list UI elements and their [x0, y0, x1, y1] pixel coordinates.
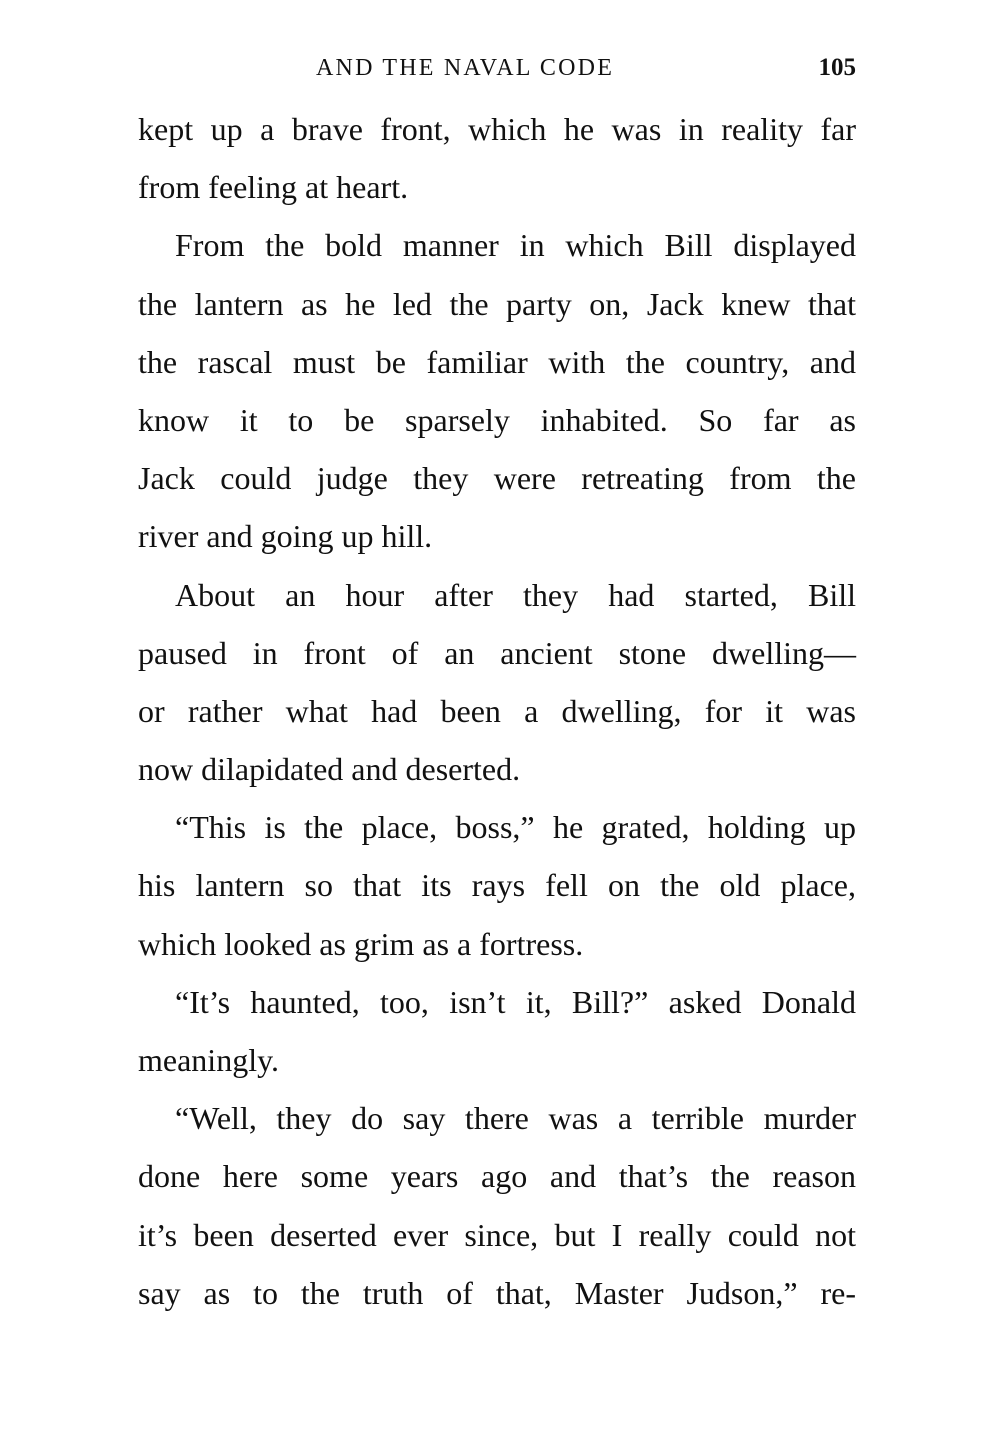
text-line: About an hour after they had started, Bill: [175, 576, 856, 613]
text-line: now dilapidated and deserted.: [138, 751, 521, 788]
text-line: it’s been deserted ever since, but I really could not: [138, 1216, 856, 1253]
text-line: know it to be sparsely inhabited. So far as: [138, 401, 856, 438]
text-line: From the bold manner in which Bill displayed: [175, 227, 856, 264]
running-title: AND THE NAVAL CODE: [316, 55, 615, 81]
text-line: Jack could judge they were retreating from the: [138, 460, 856, 497]
text-line: kept up a brave front, which he was in reality far: [138, 111, 856, 147]
text-line: paused in front of an ancient stone dwelling—: [138, 634, 856, 671]
text-line: the lantern as he led the party on, Jack knew that: [138, 285, 856, 322]
body-text: [138, 100, 856, 1322]
page-number: 105: [818, 54, 856, 81]
text-line: “This is the place, boss,” he grated, holding up: [175, 809, 856, 846]
text-line: “It’s haunted, too, isn’t it, Bill?” asked Donald: [175, 983, 856, 1020]
text-line: say as to the truth of that, Master Judson,” re-: [138, 1274, 856, 1311]
text-line: river and going up hill.: [138, 518, 433, 555]
text-line: “Well, they do say there was a terrible murder: [175, 1100, 856, 1137]
text-line: the rascal must be familiar with the country, and: [138, 343, 856, 380]
text-line: meaningly.: [138, 1042, 279, 1078]
text-line: his lantern so that its rays fell on the old place,: [138, 867, 856, 904]
text-line: which looked as grim as a fortress.: [138, 925, 584, 962]
text-line: done here some years ago and that’s the reason: [138, 1158, 856, 1195]
running-head: [138, 50, 858, 86]
text-line: from feeling at heart.: [138, 169, 409, 206]
text-line: or rather what had been a dwelling, for it was: [138, 692, 856, 729]
